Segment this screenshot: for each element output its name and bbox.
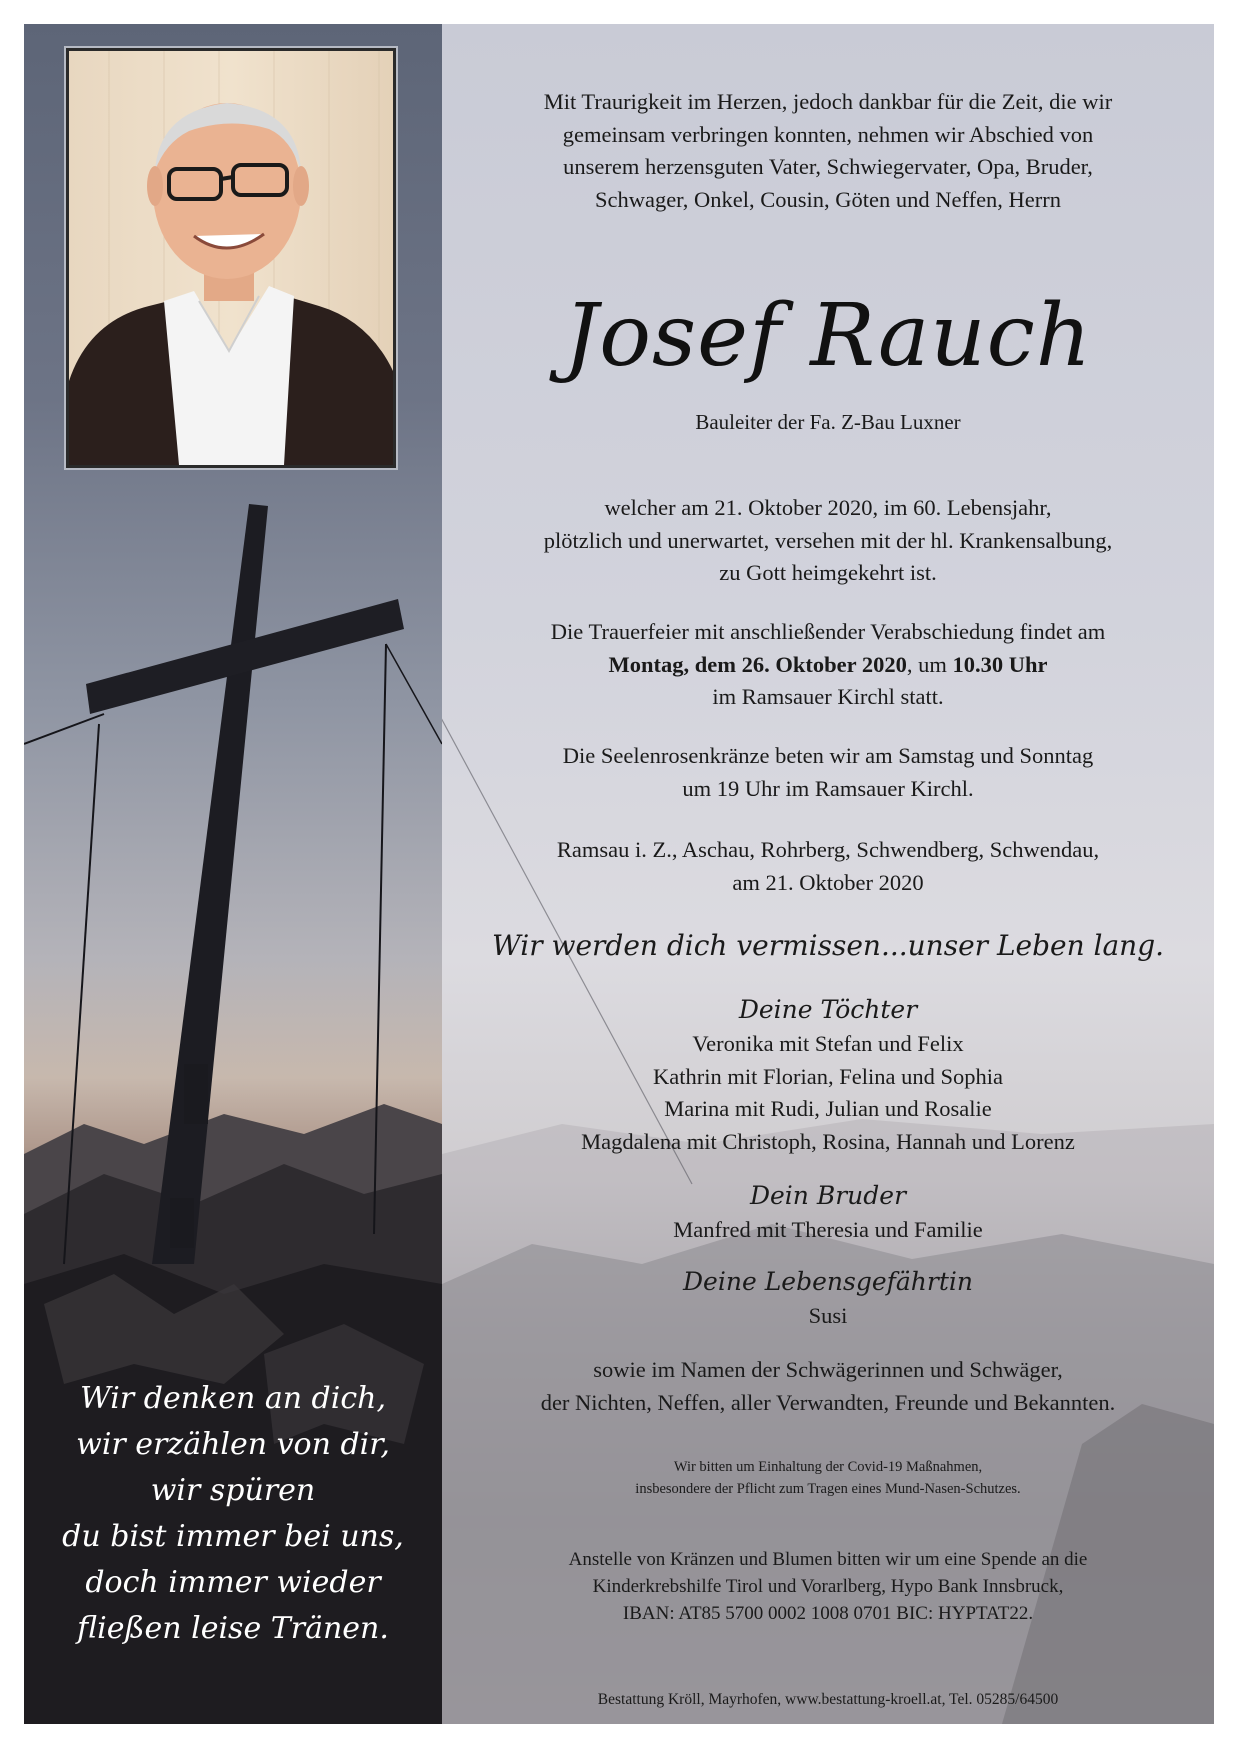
covid-line: insbesondere der Pflicht zum Tragen eines Mund-Nasen-Schutzes. — [635, 1481, 1021, 1497]
poem-line: doch immer wieder — [85, 1565, 381, 1600]
death-line: welcher am 21. Oktober 2020, im 60. Lebensjahr, — [604, 495, 1052, 520]
place-line: am 21. Oktober 2020 — [732, 869, 924, 895]
donation-line: IBAN: AT85 5700 0002 1008 0701 BIC: HYPTAT22. — [622, 1603, 1034, 1624]
others-paragraph — [442, 1354, 1214, 1419]
brother-title: Dein Bruder — [749, 1181, 907, 1210]
motto: Wir werden dich vermissen...unser Leben lang. — [491, 929, 1165, 962]
partner-group — [442, 1264, 1214, 1333]
service-line: Die Trauerfeier mit anschließender Verabschiedung findet am — [550, 619, 1106, 644]
mourner-line: Marina mit Rudi, Julian und Rosalie — [664, 1096, 992, 1121]
intro-line: Mit Traurigkeit im Herzen, jedoch dankbar für die Zeit, die wir — [543, 89, 1113, 114]
donation-line: Kinderkrebshilfe Tirol und Vorarlberg, Hypo Bank Innsbruck, — [592, 1576, 1064, 1597]
service-date: Montag, dem 26. Oktober 2020 — [608, 651, 907, 677]
portrait-illustration — [69, 51, 393, 465]
brother-group — [442, 1178, 1214, 1247]
deceased-name: Josef Rauch — [563, 286, 1093, 386]
mourner-line: Susi — [808, 1303, 848, 1328]
rosary-line: Die Seelenrosenkränze beten wir am Samstag und Sonntag — [562, 743, 1094, 768]
place-date-paragraph — [442, 834, 1214, 899]
mourner-line: Veronika mit Stefan und Felix — [692, 1031, 964, 1056]
obituary-card — [24, 24, 1214, 1724]
left-photo-column — [24, 24, 442, 1724]
intro-line: gemeinsam verbringen konnten, nehmen wir Abschied von — [562, 121, 1094, 147]
service-time: 10.30 Uhr — [952, 651, 1048, 677]
rosary-paragraph — [442, 740, 1214, 805]
intro-line: Schwager, Onkel, Cousin, Göten und Neffen, Herrn — [594, 186, 1062, 212]
death-paragraph — [442, 492, 1214, 590]
covid-line: Wir bitten um Einhaltung der Covid-19 Maßnahmen, — [673, 1459, 983, 1475]
intro-line: unserem herzensguten Vater, Schwiegervater, Opa, Bruder, — [563, 154, 1093, 179]
death-line: plötzlich und unerwartet, versehen mit der hl. Krankensalbung, — [543, 527, 1113, 553]
place-line: Ramsau i. Z., Aschau, Rohrberg, Schwendberg, Schwendau, — [556, 837, 1100, 862]
daughters-group — [442, 992, 1214, 1158]
poem-line: wir spüren — [150, 1473, 316, 1508]
service-line: im Ramsauer Kirchl statt. — [712, 684, 944, 709]
daughters-title: Deine Töchter — [738, 995, 918, 1024]
service-paragraph — [442, 616, 1214, 714]
others-line: sowie im Namen der Schwägerinnen und Schwäger, — [593, 1357, 1063, 1382]
service-date-line — [442, 649, 1214, 682]
others-line: der Nichten, Neffen, aller Verwandten, Freunde und Bekannten. — [540, 1389, 1116, 1415]
service-separator: , um — [906, 651, 953, 677]
covid-notice — [442, 1456, 1214, 1500]
poem-line: du bist immer bei uns, — [62, 1519, 404, 1554]
mourner-line: Manfred mit Theresia und Familie — [673, 1217, 983, 1242]
partner-title: Deine Lebensgefährtin — [683, 1267, 973, 1296]
portrait-photo — [64, 46, 398, 470]
funeral-home-footer: Bestattung Kröll, Mayrhofen, www.bestattung-kroell.at, Tel. 05285/64500 — [597, 1691, 1059, 1708]
poem-line: Wir denken an dich, — [79, 1381, 387, 1416]
rosary-line: um 19 Uhr im Ramsauer Kirchl. — [682, 775, 974, 801]
donation-line: Anstelle von Kränzen und Blumen bitten wir um eine Spende an die — [568, 1549, 1088, 1570]
death-line: zu Gott heimgekehrt ist. — [719, 560, 937, 585]
intro-paragraph — [442, 86, 1214, 216]
donation-notice — [442, 1546, 1214, 1627]
poem-line: wir erzählen von dir, — [76, 1427, 390, 1462]
mourner-line: Magdalena mit Christoph, Rosina, Hannah und Lorenz — [581, 1128, 1075, 1154]
poem-line: fließen leise Tränen. — [77, 1611, 389, 1646]
occupation: Bauleiter der Fa. Z-Bau Luxner — [695, 410, 961, 434]
mourner-line: Kathrin mit Florian, Felina und Sophia — [653, 1063, 1003, 1089]
poem — [24, 1376, 442, 1652]
